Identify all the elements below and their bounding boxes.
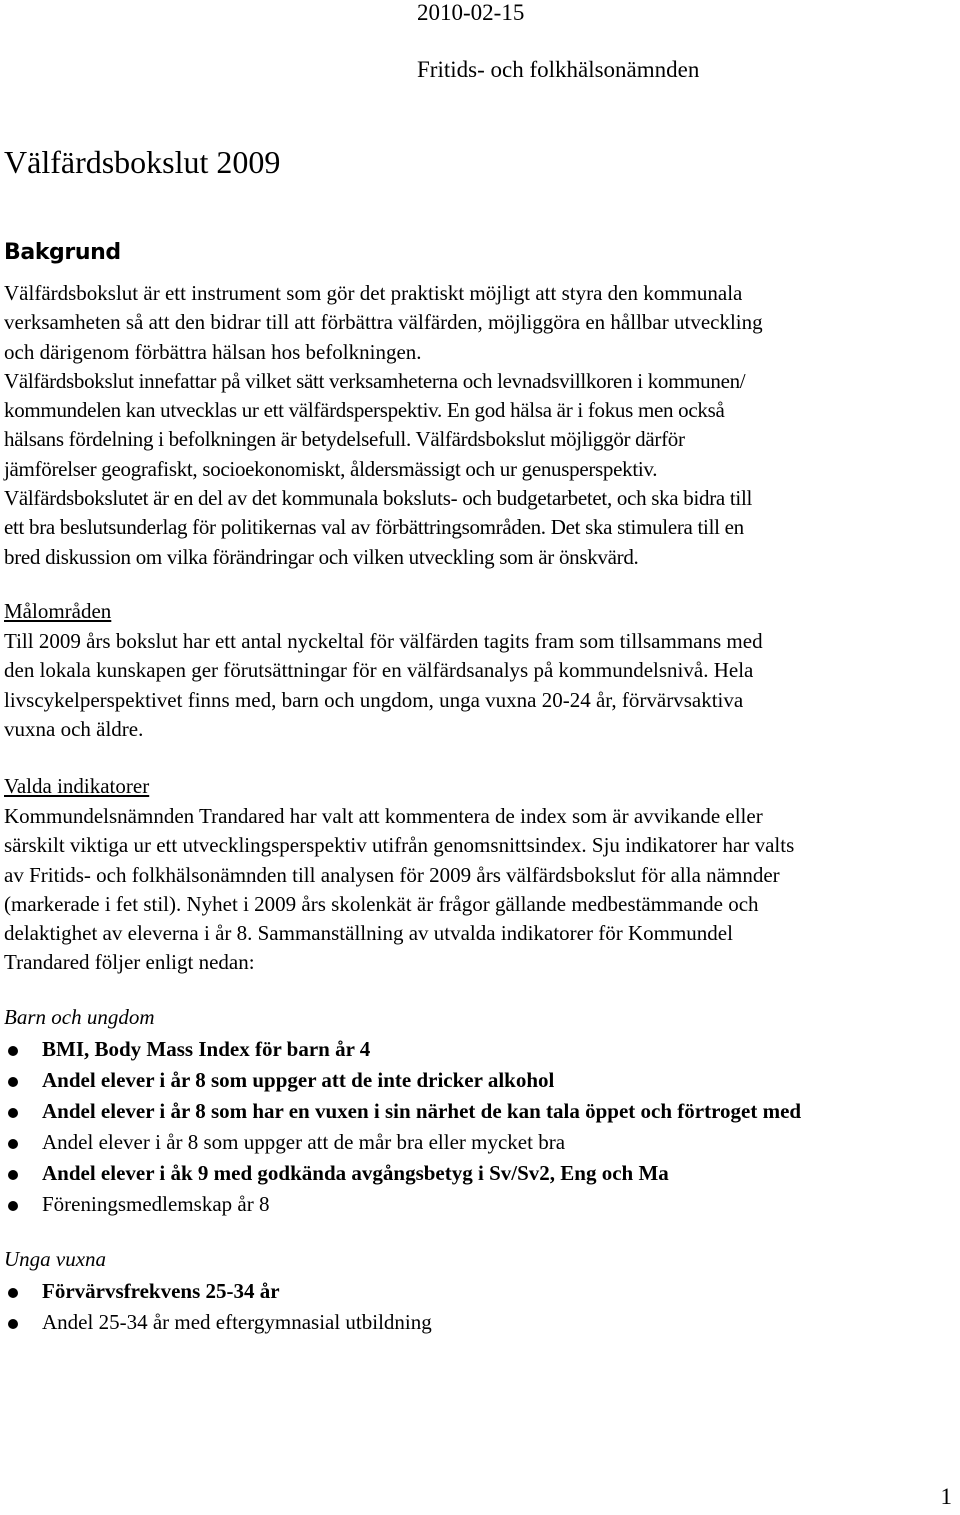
indicator-text: Andel elever i år 8 som uppger att de mår bra eller mycket bra <box>42 1129 566 1154</box>
group-heading-barn-och-ungdom: Barn och ungdom <box>4 1005 155 1029</box>
bullet-icon <box>8 1288 18 1298</box>
indicator-item <box>0 1307 432 1338</box>
page-title: Välfärdsbokslut 2009 <box>4 144 281 180</box>
indicator-item <box>0 1034 801 1065</box>
text-line: delaktighet av eleverna i år 8. Sammanställning av utvalda indikatorer för Kommundel <box>4 921 733 946</box>
indicator-text: Föreningsmedlemskap år 8 <box>42 1191 270 1216</box>
committee-name: Fritids- och folkhälsonämnden <box>417 57 700 82</box>
text-line: den lokala kunskapen ger förutsättningar för en välfärdsanalys på kommundelsnivå. Hela <box>4 658 754 683</box>
indicator-text: Andel elever i åk 9 med godkända avgångsbetyg i Sv/Sv2, Eng och Ma <box>42 1160 669 1185</box>
bullet-icon <box>8 1046 18 1056</box>
text-line: vuxna och äldre. <box>4 716 144 741</box>
section-heading-bakgrund: Bakgrund <box>4 240 121 265</box>
indicator-text: BMI, Body Mass Index för barn år 4 <box>42 1037 371 1061</box>
bullet-icon <box>8 1201 18 1211</box>
paragraph-valda-indikatorer <box>4 802 960 978</box>
indicator-text: Förvärvsfrekvens 25-34 år <box>42 1279 280 1303</box>
text-line: jämförelser geografiskt, socioekonomiskt, åldersmässigt och ur genusperspektiv. <box>4 456 658 481</box>
text-line: Välfärdsbokslutet är en del av det kommunala boksluts- och budgetarbetet, och ska bidra till <box>4 486 753 511</box>
text-line: hälsans fördelning i befolkningen är betydelsefull. Välfärdsbokslut möjliggör därför <box>4 427 685 452</box>
page-number: 1 <box>940 1484 952 1509</box>
text-line: verksamheten så att den bidrar till att förbättra välfärden, möjliggöra en hållbar utveckling <box>4 310 763 335</box>
indicator-list-unga-vuxna <box>0 1276 432 1338</box>
group-heading-unga-vuxna: Unga vuxna <box>4 1247 107 1271</box>
paragraph-malomraden <box>4 627 960 744</box>
text-line: livscykelperspektivet finns med, barn och ungdom, unga vuxna 20-24 år, förvärvsaktiva <box>4 687 744 712</box>
bullet-icon <box>8 1170 18 1180</box>
document-date: 2010-02-15 <box>417 0 525 25</box>
bullet-icon <box>8 1077 18 1087</box>
text-line: av Fritids- och folkhälsonämnden till analysen för 2009 års välfärdsbokslut för alla nämnder <box>4 862 780 887</box>
text-line: Välfärdsbokslut är ett instrument som gör det praktiskt möjligt att styra den kommunala <box>4 281 743 305</box>
indicator-item <box>0 1096 801 1127</box>
indicator-item <box>0 1189 801 1220</box>
indicator-list-barn-och-ungdom <box>0 1034 801 1219</box>
bullet-icon <box>8 1319 18 1329</box>
bullet-icon <box>8 1108 18 1118</box>
indicator-text: Andel elever i år 8 som uppger att de inte dricker alkohol <box>42 1067 555 1092</box>
text-line: och därigenom förbättra hälsan hos befolkningen. <box>4 339 422 364</box>
text-line: bred diskussion om vilka förändringar och vilken utveckling som är önskvärd. <box>4 544 639 569</box>
indicator-text: Andel elever i år 8 som har en vuxen i sin närhet de kan tala öppet och förtroget med <box>42 1098 802 1123</box>
text-line: kommundelen kan utvecklas ur ett välfärdsperspektiv. En god hälsa är i fokus men också <box>4 398 725 423</box>
section-heading-valda-indikatorer: Valda indikatorer <box>4 774 150 798</box>
section-heading-malomraden: Målområden <box>4 599 112 623</box>
indicator-text: Andel 25-34 år med eftergymnasial utbildning <box>42 1309 432 1334</box>
indicator-item <box>0 1127 801 1158</box>
text-line: (markerade i fet stil). Nyhet i 2009 års skolenkät är frågor gällande medbestämmande och <box>4 891 759 916</box>
text-line: särskilt viktiga ur ett utvecklingsperspektiv utifrån genomsnittsindex. Sju indikatorer har valts <box>4 833 795 858</box>
paragraph-bakgrund <box>4 279 960 572</box>
text-line: Till 2009 års bokslut har ett antal nyckeltal för välfärden tagits fram som tillsammans med <box>4 629 763 653</box>
text-line: Kommundelsnämnden Trandared har valt att kommentera de index som är avvikande eller <box>4 804 763 828</box>
text-line: ett bra beslutsunderlag för politikernas val av förbättringsområden. Det ska stimulera till en <box>4 515 744 540</box>
indicator-item <box>0 1276 432 1307</box>
indicator-item <box>0 1158 801 1189</box>
bullet-icon <box>8 1139 18 1149</box>
indicator-item <box>0 1065 801 1096</box>
text-line: Välfärdsbokslut innefattar på vilket sätt verksamheterna och levnadsvillkoren i kommunen/ <box>4 368 746 393</box>
text-line: Trandared följer enligt nedan: <box>4 950 255 975</box>
